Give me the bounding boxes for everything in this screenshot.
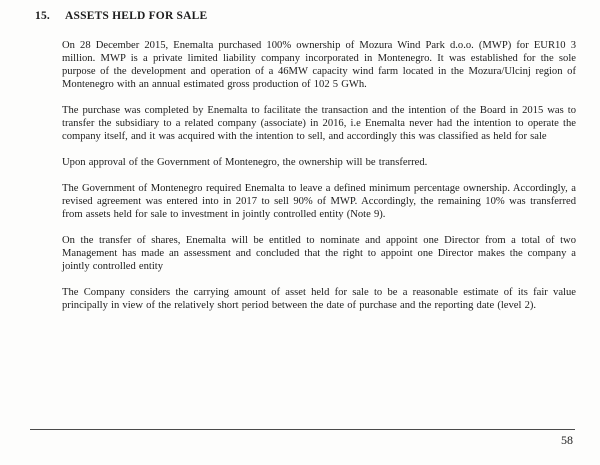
document-body bbox=[62, 39, 576, 325]
paragraph: The Company considers the carrying amount of asset held for sale to be a reasonable estimate of its fair value principally in view of the relatively short period between the date of purchase and the reporting date (level 2). bbox=[62, 287, 576, 311]
paragraph: On 28 December 2015, Enemalta purchased 100% ownership of Mozura Wind Park d.o.o. (MWP) for EUR10 3 million. MWP is a private limited liability company incorporated in Montenegro. It was established for the sole purpose of the development and operation of a 46MW capacity wind farm located in the Mozura/Ulcinj region of Montenegro with an annual estimated gross production of 102 5 GWh. bbox=[62, 40, 576, 90]
section-title: ASSETS HELD FOR SALE bbox=[65, 10, 208, 22]
page-number: 58 bbox=[561, 433, 573, 447]
paragraph: Upon approval of the Government of Montenegro, the ownership will be transferred. bbox=[62, 157, 428, 168]
section-header bbox=[35, 10, 576, 22]
paragraph: On the transfer of shares, Enemalta will be entitled to nominate and appoint one Director from a total of two Management has made an assessment and concluded that the right to appoint one Director makes the company a jointly controlled entity bbox=[62, 235, 576, 272]
footer-divider bbox=[30, 429, 575, 430]
paragraph: The Government of Montenegro required Enemalta to leave a defined minimum percentage ownership. Accordingly, a revised agreement was entered into in 2017 to sell 90% of MWP. Accordingly, the remaining 10% was transferred from assets held for sale to investment in jointly controlled entity (Note 9). bbox=[62, 183, 576, 220]
section-number: 15. bbox=[35, 10, 50, 22]
paragraph: The purchase was completed by Enemalta to facilitate the transaction and the intention of the Board in 2015 was to transfer the subsidiary to a related company (associate) in 2016, i.e Enemalta never had the intention to operate the company itself, and it was acquired with the intention to sell, and accordingly this was classified as held for sale bbox=[62, 105, 576, 142]
